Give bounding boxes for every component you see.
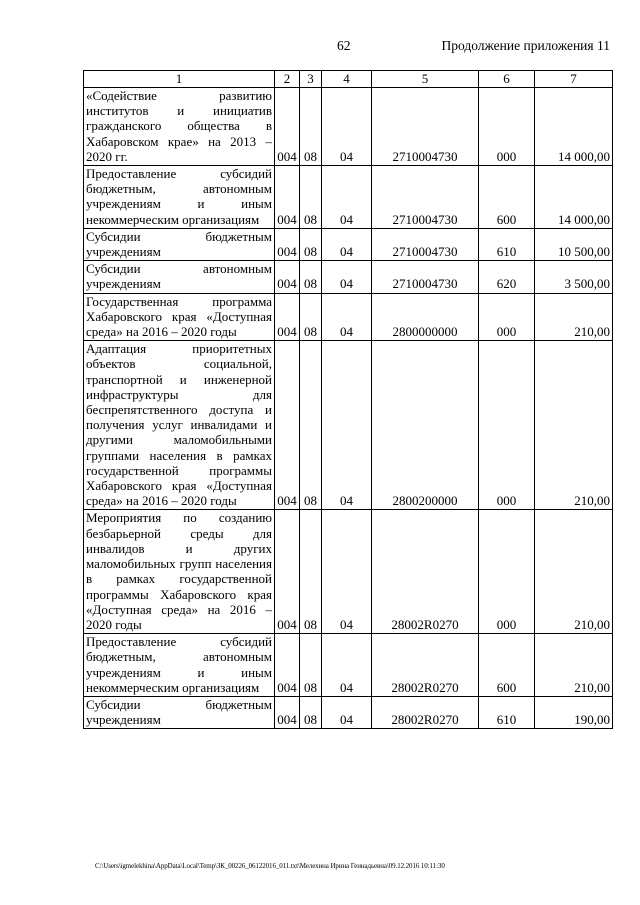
file-path-footer: C:\Users\igmelekhina\AppData\Local\Temp\ЗК_00226_06122016_011.txt\Мелехина Ирина Геннадьевна\09.12.2016 10:11:30 xyxy=(95,862,445,870)
cell-type: 610 xyxy=(479,228,535,260)
cell-section: 08 xyxy=(300,293,322,341)
cell-target: 2710004730 xyxy=(372,228,479,260)
row-name: Предоставление субсидий бюджетным, автономным учреждениям и иным некоммерческим организациям xyxy=(84,166,275,229)
row-name: «Содействие развитию институтов и инициатив гражданского общества в Хабаровском крае» на 2013 – 2020 гг. xyxy=(84,88,275,166)
row-name: Субсидии автономным учреждениям xyxy=(84,261,275,293)
cell-type: 000 xyxy=(479,88,535,166)
cell-subsection: 04 xyxy=(322,166,372,229)
cell-subsection: 04 xyxy=(322,88,372,166)
table-row xyxy=(84,510,613,634)
cell-section: 08 xyxy=(300,166,322,229)
cell-type: 610 xyxy=(479,696,535,728)
cell-target: 2800200000 xyxy=(372,341,479,510)
cell-section: 08 xyxy=(300,261,322,293)
cell-amount: 210,00 xyxy=(535,510,613,634)
cell-amount: 210,00 xyxy=(535,634,613,697)
cell-amount: 3 500,00 xyxy=(535,261,613,293)
cell-type: 000 xyxy=(479,510,535,634)
cell-subsection: 04 xyxy=(322,261,372,293)
cell-subsection: 04 xyxy=(322,696,372,728)
cell-subsection: 04 xyxy=(322,293,372,341)
column-header: 7 xyxy=(535,71,613,88)
cell-code: 004 xyxy=(275,634,300,697)
cell-section: 08 xyxy=(300,341,322,510)
row-name: Субсидии бюджетным учреждениям xyxy=(84,228,275,260)
table-row xyxy=(84,88,613,166)
cell-code: 004 xyxy=(275,228,300,260)
cell-section: 08 xyxy=(300,510,322,634)
table-row xyxy=(84,228,613,260)
cell-type: 000 xyxy=(479,341,535,510)
cell-subsection: 04 xyxy=(322,510,372,634)
cell-code: 004 xyxy=(275,293,300,341)
table-row xyxy=(84,634,613,697)
cell-target: 28002R0270 xyxy=(372,696,479,728)
column-header: 4 xyxy=(322,71,372,88)
cell-subsection: 04 xyxy=(322,228,372,260)
page-header xyxy=(0,38,640,56)
cell-amount: 14 000,00 xyxy=(535,88,613,166)
table-row xyxy=(84,293,613,341)
budget-table xyxy=(83,70,613,729)
row-name: Субсидии бюджетным учреждениям xyxy=(84,696,275,728)
cell-code: 004 xyxy=(275,261,300,293)
cell-type: 000 xyxy=(479,293,535,341)
cell-target: 28002R0270 xyxy=(372,634,479,697)
cell-section: 08 xyxy=(300,88,322,166)
continuation-label: Продолжение приложения 11 xyxy=(441,38,610,53)
cell-amount: 210,00 xyxy=(535,293,613,341)
cell-target: 28002R0270 xyxy=(372,510,479,634)
column-header: 5 xyxy=(372,71,479,88)
row-name: Мероприятия по созданию безбарьерной среды для инвалидов и других маломобильных групп населения в рамках государственной программы Хабаровского края «Доступная среда» на 2016 – 2020 годы xyxy=(84,510,275,634)
column-header: 1 xyxy=(84,71,275,88)
cell-code: 004 xyxy=(275,166,300,229)
cell-amount: 190,00 xyxy=(535,696,613,728)
table-row xyxy=(84,166,613,229)
column-header: 6 xyxy=(479,71,535,88)
cell-amount: 10 500,00 xyxy=(535,228,613,260)
table-row xyxy=(84,341,613,510)
table-row xyxy=(84,696,613,728)
cell-subsection: 04 xyxy=(322,634,372,697)
cell-target: 2800000000 xyxy=(372,293,479,341)
row-name: Предоставление субсидий бюджетным, автономным учреждениям и иным некоммерческим организациям xyxy=(84,634,275,697)
cell-code: 004 xyxy=(275,88,300,166)
page-number: 62 xyxy=(337,38,351,53)
cell-code: 004 xyxy=(275,510,300,634)
cell-type: 600 xyxy=(479,634,535,697)
cell-subsection: 04 xyxy=(322,341,372,510)
cell-section: 08 xyxy=(300,228,322,260)
cell-type: 620 xyxy=(479,261,535,293)
header-row xyxy=(84,71,613,88)
cell-code: 004 xyxy=(275,696,300,728)
cell-section: 08 xyxy=(300,696,322,728)
column-header: 3 xyxy=(300,71,322,88)
cell-type: 600 xyxy=(479,166,535,229)
cell-amount: 210,00 xyxy=(535,341,613,510)
cell-section: 08 xyxy=(300,634,322,697)
table-row xyxy=(84,261,613,293)
row-name: Государственная программа Хабаровского края «Доступная среда» на 2016 – 2020 годы xyxy=(84,293,275,341)
cell-target: 2710004730 xyxy=(372,88,479,166)
cell-target: 2710004730 xyxy=(372,261,479,293)
row-name: Адаптация приоритетных объектов социальной, транспортной и инженерной инфраструктуры для беспрепятственного доступа и получения услуг инвалидами и другими маломобильными группами населения в рамках государственной программы Хабаровского края «Доступная среда» на 2016 – 2020 годы xyxy=(84,341,275,510)
cell-amount: 14 000,00 xyxy=(535,166,613,229)
cell-code: 004 xyxy=(275,341,300,510)
cell-target: 2710004730 xyxy=(372,166,479,229)
column-header: 2 xyxy=(275,71,300,88)
